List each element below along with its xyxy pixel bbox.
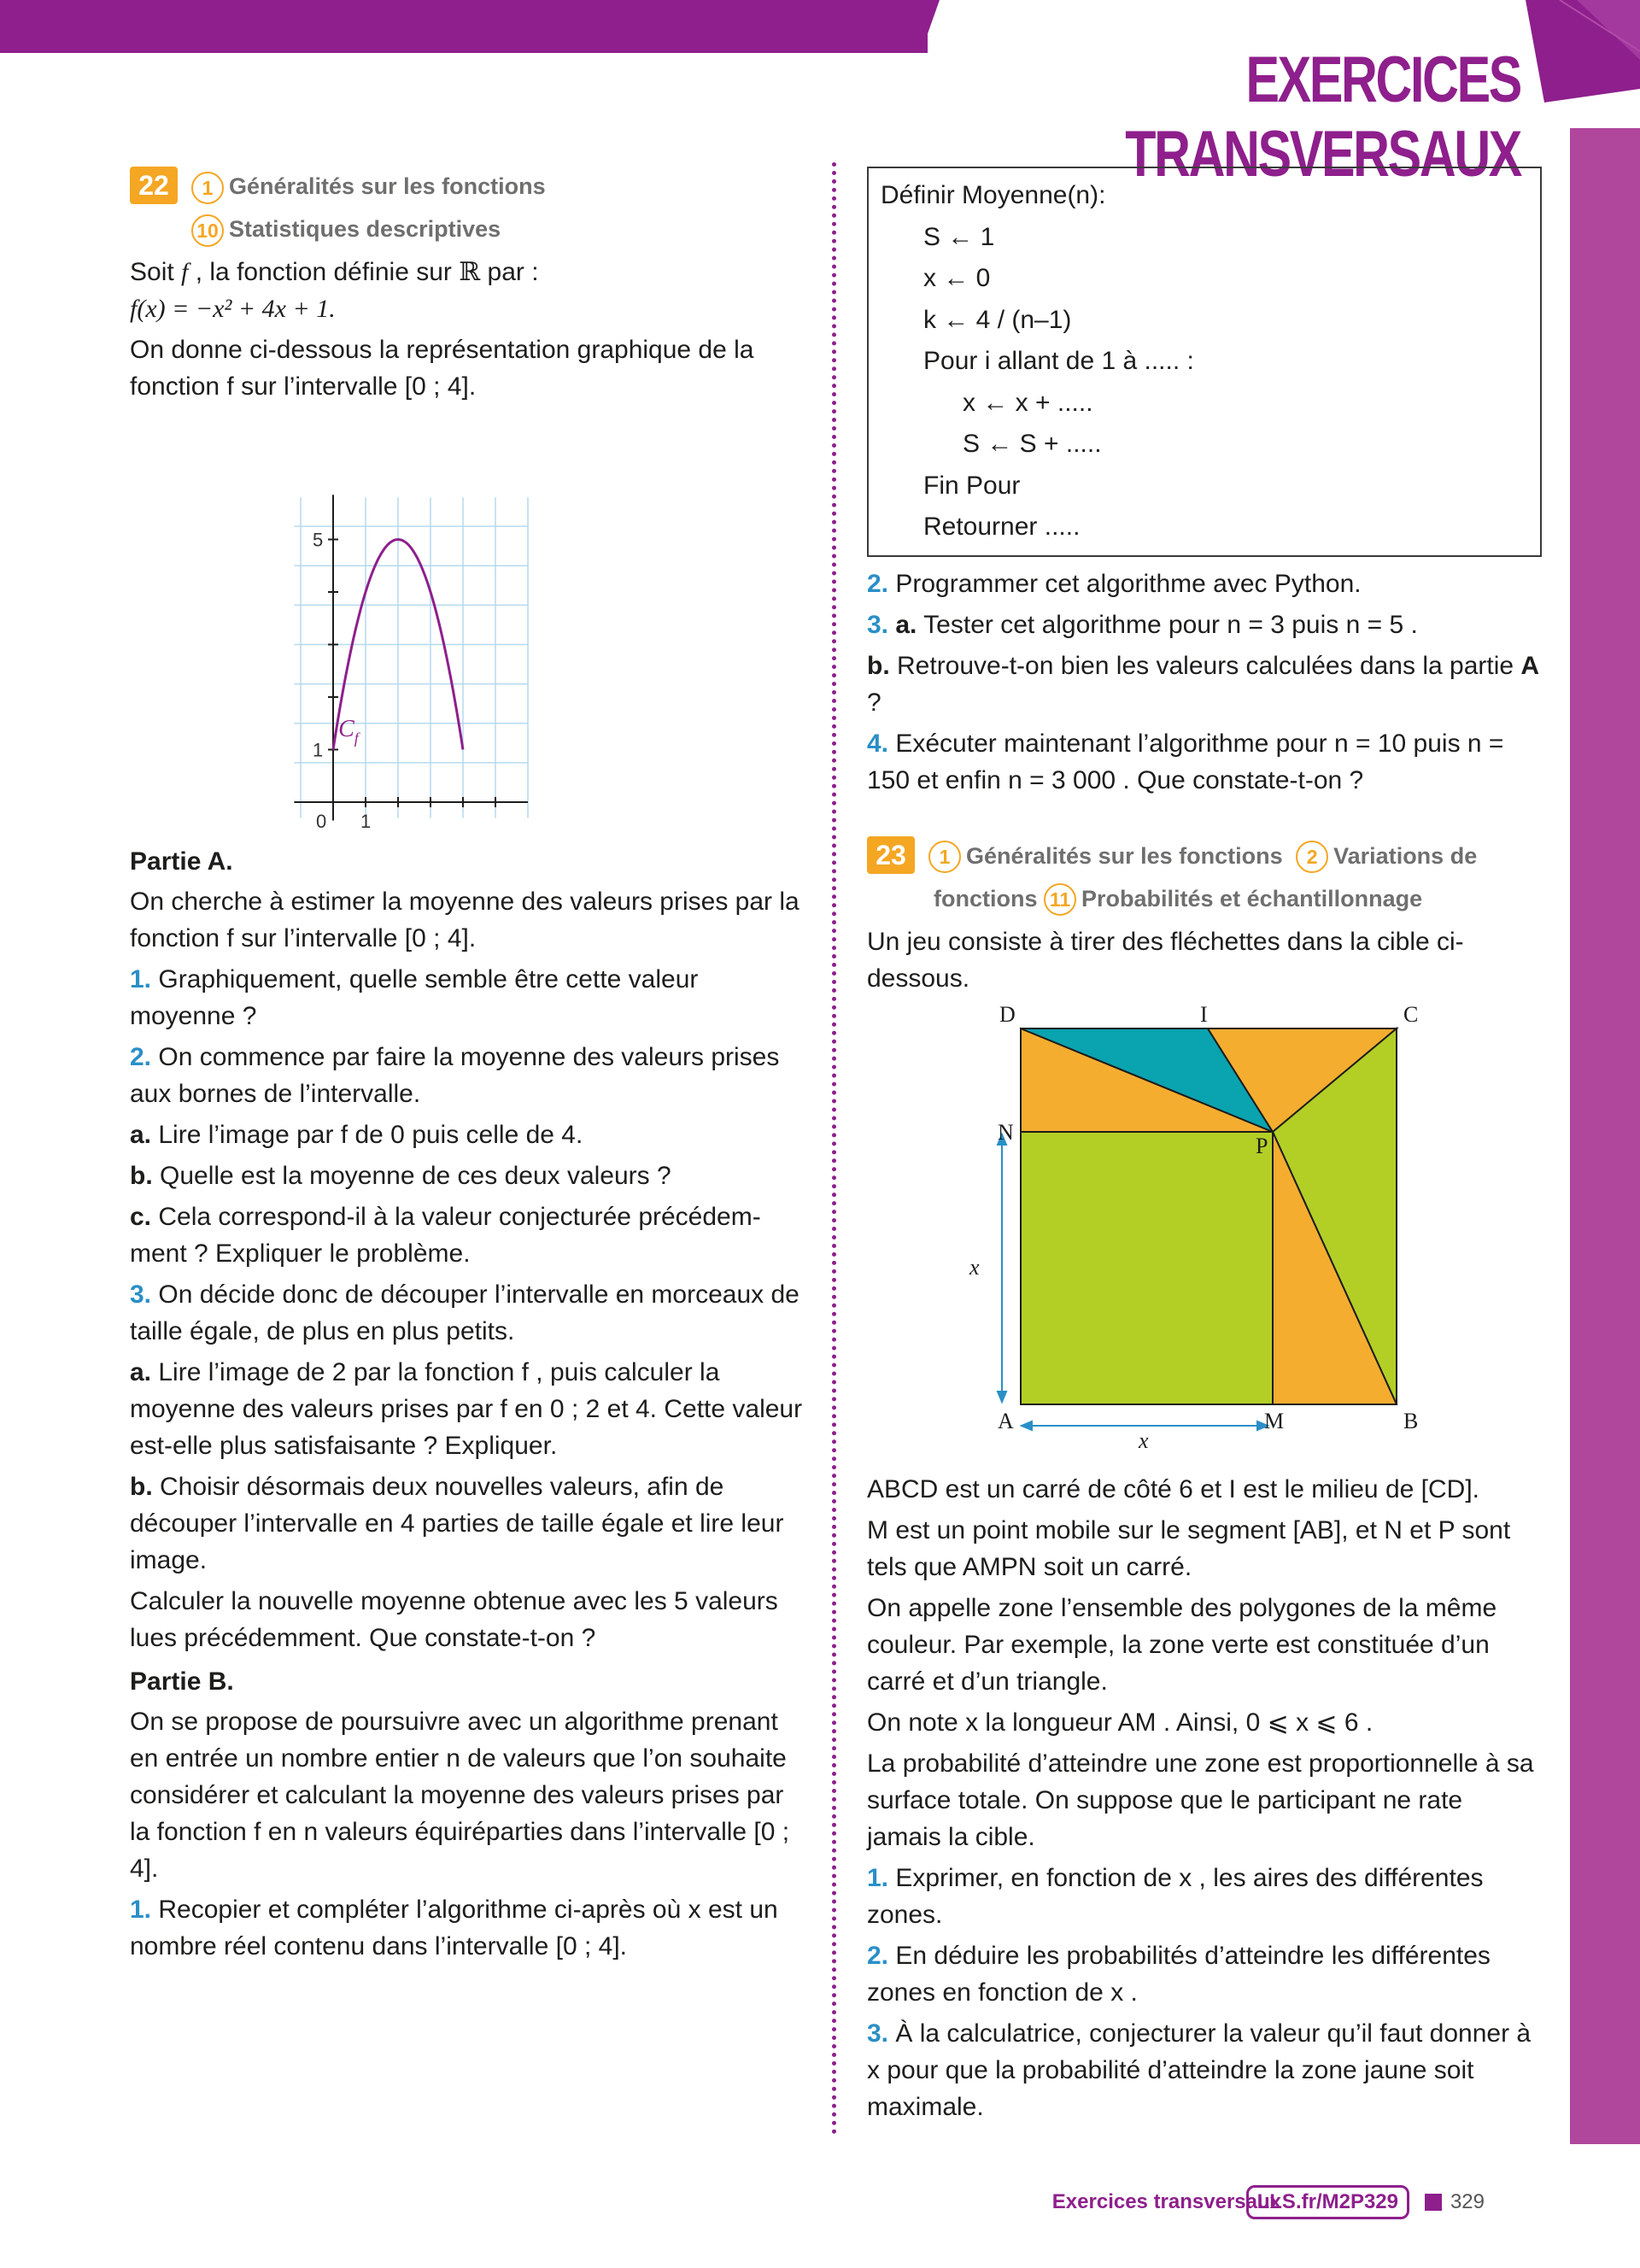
label-a: A bbox=[998, 1408, 1014, 1433]
label-m: M bbox=[1264, 1408, 1285, 1433]
label-b: B bbox=[1403, 1408, 1419, 1433]
question-2b: b. Quelle est la moyenne de ces deux valeurs ? bbox=[130, 1162, 671, 1190]
question-b1: 1. Recopier et compléter l’algorithme ci-après où x est un nombre réel contenu dans l’intervalle [0 ; 4]. bbox=[130, 1896, 778, 1960]
part-b-intro: On se propose de poursuivre avec un algorithme prenant en entrée un nombre entier n de valeurs que l’on souhaite considérer et calculant la moyenne des valeurs prises par la fonction f en n valeurs équiréparties dans l’intervalle [0 ; 4]. bbox=[130, 1708, 790, 1883]
topic-tag bbox=[934, 881, 1422, 917]
question-b2: 2. Programmer cet algorithme avec Python. bbox=[867, 569, 1362, 598]
page-number: 329 bbox=[1450, 2190, 1485, 2213]
corner-decoration bbox=[1526, 0, 1640, 103]
formula: f(x) = −x² + 4x + 1. bbox=[130, 295, 336, 323]
x-tick-label-0: 0 bbox=[316, 811, 327, 832]
curve-label: $C_f$ bbox=[338, 716, 359, 747]
exercise-number: 23 bbox=[867, 836, 915, 874]
ex23-question-2: 2. En déduire les probabilités d’atteindre les différentes zones en fonction de x . bbox=[867, 1941, 1491, 2007]
algo-line: Pour i allant de 1 à ..... : bbox=[923, 347, 1194, 375]
topic-number: 1 bbox=[191, 172, 224, 204]
label-c: C bbox=[1403, 1001, 1419, 1027]
footer-section: Exercices transversaux bbox=[1051, 2190, 1281, 2213]
intro-text-2: On donne ci-dessous la représentation graphique de la fonction f sur l’intervalle [0 ; 4]. bbox=[130, 336, 754, 401]
question-b3a: 3. a. Tester cet algorithme pour n = 3 puis n = 5 . bbox=[867, 610, 1418, 639]
topic-label: Généralités sur les fonctions bbox=[229, 173, 546, 199]
left-column bbox=[130, 167, 805, 1969]
ex23-question-3: 3. À la calculatrice, conjecturer la valeur qu’il faut donner à x pour que la probabilité d’atteindre la zone jaune soit maximale. bbox=[867, 2019, 1532, 2121]
footer-link[interactable]: LLS.fr/M2P329 bbox=[1246, 2185, 1409, 2219]
target-figure bbox=[867, 1001, 1542, 1462]
exercise-23-header bbox=[867, 836, 1542, 923]
question-3a: a. Lire l’image de 2 par la fonction f , puis calculer la moyenne des valeurs prises par f en 0 ; 2 et 4. Cette valeur est-elle plus satisfaisante ? Expliquer. bbox=[130, 1358, 803, 1460]
part-b-heading: Partie B. bbox=[130, 1667, 234, 1696]
ex23-intro: Un jeu consiste à tirer des fléchettes dans la cible ci-dessous. bbox=[867, 927, 1464, 993]
topic-tag bbox=[191, 211, 501, 248]
question-2c: c. Cela correspond-il à la valeur conjecturée précédemment ? Expliquer le problème. bbox=[130, 1203, 761, 1268]
label-p: P bbox=[1256, 1133, 1268, 1158]
label-x-vertical: x bbox=[969, 1254, 980, 1280]
side-strip bbox=[1570, 128, 1640, 2144]
algo-line: S ← 1 bbox=[923, 222, 995, 251]
algo-line: Retourner ..... bbox=[923, 513, 1081, 541]
page-title: EXERCICES TRANSVERSAUX bbox=[1125, 44, 1520, 190]
topic-tag bbox=[928, 838, 1477, 875]
topic-number: 11 bbox=[1044, 883, 1076, 916]
question-3: 3. On décide donc de découper l’intervalle en morceaux de taille égale, de plus en plus petits. bbox=[130, 1281, 800, 1345]
label-d: D bbox=[999, 1001, 1016, 1027]
desc-2: M est un point mobile sur le segment [AB], et N et P sont tels que AMPN soit un carré. bbox=[867, 1515, 1511, 1581]
desc-1: ABCD est un carré de côté 6 et I est le milieu de [CD]. bbox=[867, 1474, 1479, 1503]
algo-line: k ← 4 / (n–1) bbox=[923, 305, 1072, 334]
question-2a: a. Lire l’image par f de 0 puis celle de 4. bbox=[130, 1121, 583, 1149]
algo-line: S ← S + ..... bbox=[963, 430, 1102, 458]
footer bbox=[1025, 2183, 1572, 2221]
ex23-question-1: 1. Exprimer, en fonction de x , les aires des différentes zones. bbox=[867, 1863, 1484, 1929]
algo-line: x ← x + ..... bbox=[963, 388, 1093, 417]
intro-text: Soit f , la fonction définie sur ℝ par : f(x) = −x² + 4x + 1. bbox=[130, 258, 539, 323]
exercise-number: 22 bbox=[130, 167, 178, 204]
topic-label: fonctions bbox=[934, 885, 1038, 911]
x-tick-label-1: 1 bbox=[360, 811, 372, 832]
topic-label: Généralités sur les fonctions bbox=[966, 842, 1283, 869]
question-b4: 4. Exécuter maintenant l’algorithme pour n = 10 puis n = 150 et enfin n = 3 000 . Que constate-t-on ? bbox=[867, 729, 1504, 794]
y-tick-label-5: 5 bbox=[313, 529, 324, 551]
algo-line: Définir Moyenne(n): bbox=[881, 181, 1106, 209]
topic-number: 2 bbox=[1296, 841, 1328, 873]
question-1: 1. Graphiquement, quelle semble être cette valeur moyenne ? bbox=[130, 965, 699, 1030]
right-column bbox=[867, 167, 1542, 2130]
label-i: I bbox=[1200, 1001, 1208, 1027]
exercise-22-header bbox=[130, 167, 805, 254]
topic-label: Probabilités et échantillonnage bbox=[1081, 885, 1423, 911]
axes bbox=[294, 495, 528, 820]
topic-tag bbox=[191, 168, 546, 205]
header-bar-slant bbox=[921, 0, 940, 53]
algorithm-box bbox=[867, 167, 1542, 557]
question-b3b: b. Retrouve-t-on bien les valeurs calculées dans la partie A ? bbox=[867, 651, 1540, 717]
label-n: N bbox=[998, 1119, 1014, 1145]
topic-label: Statistiques descriptives bbox=[229, 216, 501, 242]
figure-shapes bbox=[1021, 1029, 1397, 1404]
algo-line: Fin Pour bbox=[923, 471, 1021, 500]
footer-square-icon bbox=[1425, 2194, 1442, 2211]
label-x-horizontal: x bbox=[1139, 1427, 1149, 1453]
algo-line: x ← 0 bbox=[923, 264, 991, 292]
column-divider bbox=[832, 162, 836, 2136]
question-2: 2. On commence par faire la moyenne des valeurs prises aux bornes de l’intervalle. bbox=[130, 1043, 780, 1108]
y-tick-label-1: 1 bbox=[313, 739, 324, 761]
part-a-heading: Partie A. bbox=[130, 847, 233, 876]
green-square bbox=[1021, 1132, 1273, 1404]
topic-number: 10 bbox=[191, 214, 224, 247]
desc-4: On note x la longueur AM . Ainsi, 0 ⩽ x ⩽ 6 . bbox=[867, 1708, 1374, 1737]
topic-label: Variations de bbox=[1333, 842, 1478, 869]
question-3b-part2: Calculer la nouvelle moyenne obtenue avec les 5 valeurs lues précédemment. Que constate-t-on ? bbox=[130, 1587, 778, 1652]
topic-number: 1 bbox=[928, 841, 961, 873]
desc-3: On appelle zone l’ensemble des polygones de la même couleur. Par exemple, la zone verte est constituée d’un carré et d’un triangle. bbox=[867, 1593, 1497, 1696]
desc-5: La probabilité d’atteindre une zone est proportionnelle à sa surface totale. On suppose que le participant ne rate jamais la cible. bbox=[867, 1749, 1534, 1851]
part-a-intro: On cherche à estimer la moyenne des valeurs prises par la fonction f sur l’intervalle [0 ; 4]. bbox=[130, 888, 800, 952]
header-bar bbox=[0, 0, 928, 53]
grid bbox=[294, 497, 528, 818]
question-3b: b. Choisir désormais deux nouvelles valeurs, afin de découper l’intervalle en 4 parties de taille égale et lire leur image. bbox=[130, 1473, 784, 1574]
function-graph bbox=[130, 409, 805, 836]
